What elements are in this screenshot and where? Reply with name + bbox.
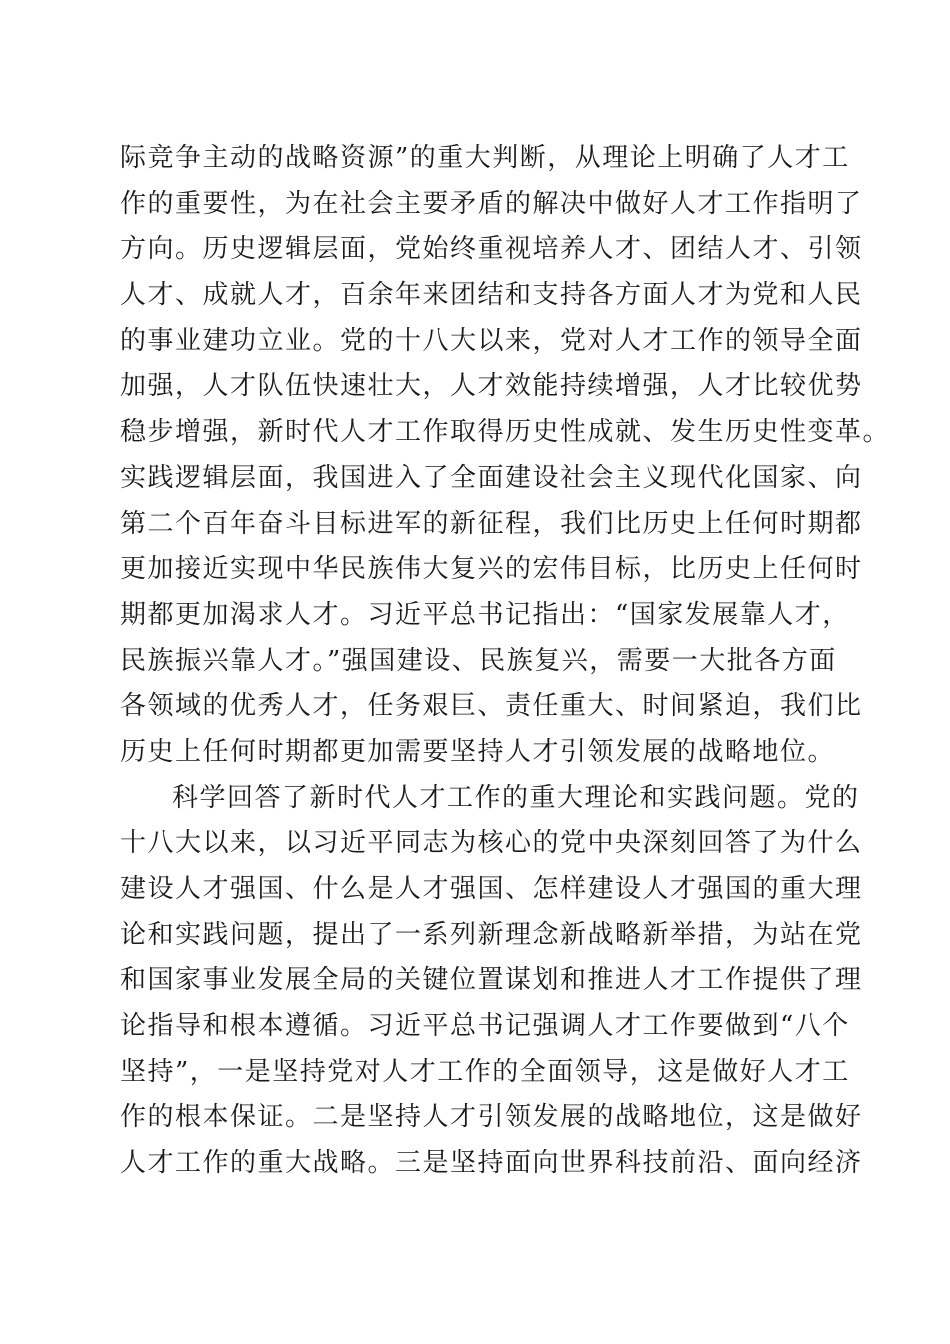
paragraph-first-line: 科学回答了新时代人才工作的重大理论和实践问题。党的 <box>172 782 860 813</box>
text-line: 坚持”，一是坚持党对人才工作的全面领导，这是做好人才工 <box>120 1056 850 1087</box>
text-line: 民族振兴靠人才。”强国建设、民族复兴，需要一大批各方面 <box>120 645 837 676</box>
text-line: 方向。历史逻辑层面，党始终重视培养人才、团结人才、引领 <box>120 234 863 265</box>
text-line: 历史上任何时期都更加需要坚持人才引领发展的战略地位。 <box>120 736 836 767</box>
text-line: 更加接近实现中华民族伟大复兴的宏伟目标，比历史上任何时 <box>120 554 863 585</box>
text-line: 十八大以来，以习近平同志为核心的党中央深刻回答了为什么 <box>120 828 863 859</box>
text-line: 第二个百年奋斗目标进军的新征程，我们比历史上任何时期都 <box>120 508 863 539</box>
text-line: 的事业建功立业。党的十八大以来，党对人才工作的领导全面 <box>120 325 863 356</box>
text-line: 人才、成就人才，百余年来团结和支持各方面人才为党和人民 <box>120 280 863 311</box>
text-line: 人才工作的重大战略。三是坚持面向世界科技前沿、面向经济 <box>120 1148 863 1179</box>
text-line: 实践逻辑层面，我国进入了全面建设社会主义现代化国家、向 <box>120 462 863 493</box>
text-line: 论和实践问题，提出了一系列新理念新战略新举措，为站在党 <box>120 919 863 950</box>
text-line: 各领域的优秀人才，任务艰巨、责任重大、时间紧迫，我们比 <box>120 691 863 722</box>
text-line: 建设人才强国、什么是人才强国、怎样建设人才强国的重大理 <box>120 874 863 904</box>
text-line: 期都更加渴求人才。习近平总书记指出：“国家发展靠人才， <box>120 599 850 630</box>
text-line: 加强，人才队伍快速壮大，人才效能持续增强，人才比较优势 <box>120 371 863 402</box>
body-text <box>120 136 891 1187</box>
text-line: 作的重要性，为在社会主要矛盾的解决中做好人才工作指明了 <box>120 188 863 219</box>
text-line: 稳步增强，新时代人才工作取得历史性成就、发生历史性变革。 <box>120 417 891 448</box>
text-line: 作的根本保证。二是坚持人才引领发展的战略地位，这是做好 <box>120 1102 863 1133</box>
text-line: 和国家事业发展全局的关键位置谋划和推进人才工作提供了理 <box>120 965 863 996</box>
text-line: 论指导和根本遵循。习近平总书记强调人才工作要做到“八个 <box>120 1011 850 1042</box>
text-line: 际竞争主动的战略资源”的重大判断，从理论上明确了人才工 <box>120 143 850 173</box>
